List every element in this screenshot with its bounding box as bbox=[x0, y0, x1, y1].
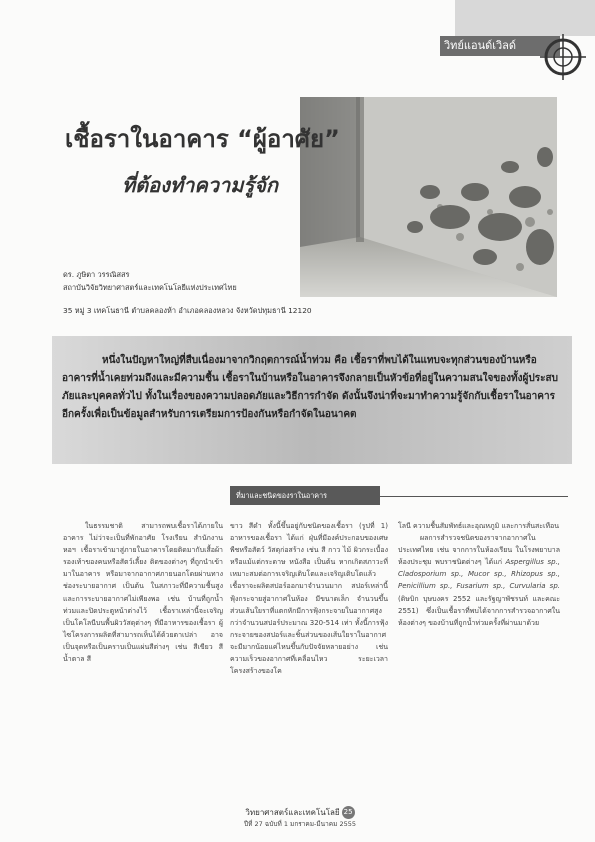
footer-journal bbox=[210, 806, 390, 819]
body-paragraph bbox=[398, 532, 560, 629]
header-bar bbox=[455, 0, 595, 36]
page-title: เชื้อราในอาคาร “ผู้อาศัย” bbox=[65, 125, 340, 153]
body-paragraph: โลนี ความชื้นสัมพัทธ์และอุณหภูมิ และการสั่นสะเทือน bbox=[398, 522, 560, 530]
intro-text: หนึ่งในปัญหาใหญ่ที่สืบเนื่องมาจากวิกฤตการณ์น้ำท่วม คือ เชื้อราที่พบได้ในแทบจะทุกส่วนของบ้านหรืออาคารที่น้ำเคยท่วมถึงและมีความชื้น เชื้อราในบ้านหรือในอาคารจึงกลายเป็นหัวข้อที่อยู่ในความสนใจของทั้งผู้ประสบภัยและบุคคลทั่วไป ทั้งในเรื่องของความปลอดภัยและวิธีการกำจัด ดังนั้นจึงน่าที่จะมาทำความรู้จักกับเชื้อราในอาคาร อีกครั้งเพื่อเป็นข้อมูลสำหรับการเตรียมการป้องกันหรือกำจัดในอนาคต bbox=[62, 355, 558, 420]
author-name: ดร. ภูษิตา วรรณิสสร bbox=[63, 270, 130, 279]
body-column-1 bbox=[63, 520, 223, 665]
author-organization: สถาบันวิจัยวิทยาศาสตร์และเทคโนโลยีแห่งประเทศไทย bbox=[63, 283, 237, 292]
page-subtitle: ที่ต้องทำความรู้จัก bbox=[122, 173, 278, 197]
section-tag: วิทย์แอนด์เวิลด์ bbox=[444, 39, 517, 52]
page-number: 25 bbox=[342, 806, 355, 819]
crosshair-circle-icon bbox=[540, 34, 586, 80]
journal-name: วิทยาศาสตร์และเทคโนโลยี bbox=[245, 808, 340, 817]
body-paragraph: ในธรรมชาติ สามารถพบเชื้อราได้ภายในอาคาร ไม่ว่าจะเป็นที่พักอาศัย โรงเรียน สำนักงาน หอฯ เชื้อราเข้ามาสู่ภายในอาคารโดยติดมากับเสื้อผ้า รองเท้าของคนหรือสัตว์เลี้ยง ติดของต่างๆ ที่ถูกนำเข้ามาในอาคาร หรือมาจากอากาศภายนอกโดยผ่านทางช่องระบายอากาศ เป็นต้น ในสภาวะที่มีความชื้นสูงและการระบายอากาศไม่เพียงพอ เช่น บ้านที่ถูกน้ำท่วมและปิดประตูหน้าต่างไว้ เชื้อราเหล่านี้จะเจริญเป็นโคโลนีบนพื้นผิววัสดุต่างๆ ที่มีอาหารของเชื้อรา ผู้ไซโครงการผลิตที่สามารถเห็นได้ด้วยตาเปล่า อาจเป็นจุดหรือเป็นคราบเป็นแผ่นสีต่างๆ เช่น สีเขียว สีน้ำตาล สี bbox=[63, 522, 223, 664]
species-list: Aspergillus sp., Cladosporium sp., Mucor sp., Rhizopus sp., Penicillium sp., Fusarium sp., Curvularia sp. bbox=[398, 558, 560, 591]
body-text: (ดิษบิก บุษบงคร 2552 และรัฐญาพัชรนท์ และคณะ 2551) ซึ่งเป็นเชื้อราที่พบได้จากการสำรวจอากาศในห้องต่างๆ ของบ้านที่ถูกน้ำท่วมครั้งที่ผ่านมาด้วย bbox=[398, 594, 560, 627]
section-heading: ที่มาและชนิดของราในอาคาร bbox=[236, 491, 327, 500]
intro-paragraph bbox=[62, 352, 562, 424]
body-paragraph: ขาว สีดำ ทั้งนี้ขึ้นอยู่กับชนิดของเชื้อรา (รูปที่ 1) อาหารของเชื้อรา ได้แก่ ฝุ่นที่มีองค์ประกอบของเศษพืชหรือสัตว์ วัสดุก่อสร้าง เช่น สี กาว ไม้ ผิวกระเบื้อง หรือแม้แต่กระดาษ หนังสือ เป็นต้น หากเกิดสภาวะที่เหมาะสมต่อการเจริญเติบโตและเจริญเติบโตแล้ว เชื้อราจะผลิตสปอร์ออกมาจำนวนมาก สปอร์เหล่านี้ฟุ้งกระจายสู่อากาศในห้อง มีขนาดเล็ก จำนวนขึ้นส่วนเส้นใยราที่แตกหักมีการฟุ้งกระจายในอากาศสูงกว่าจำนวนสปอร์ประมาณ 320-514 เท่า ทั้งนี้การฟุ้งกระจายของสปอร์และชิ้นส่วนของเส้นใยราในอากาศจะมีมากน้อยแค่ไหนขึ้นกับปัจจัยหลายอย่าง เช่น ความเร็วของอากาศที่เคลื่อนไหว ระยะเวลา โครงสร้างของโค bbox=[230, 522, 388, 676]
footer-issue: ปีที่ 27 ฉบับที่ 1 มกราคม-มีนาคม 2555 bbox=[243, 820, 356, 828]
author-address: 35 หมู่ 3 เทคโนธานี ตำบลคลองห้า อำเภอคลองหลวง จังหวัดปทุมธานี 12120 bbox=[63, 306, 312, 315]
body-column-3 bbox=[398, 520, 560, 629]
body-column-2 bbox=[230, 520, 388, 677]
body-text: ผลการสำรวจชนิดของราจากอากาศในประเทศไทย เช่น จากการในห้องเรียน ในโรงพยาบาล ห้องประชุม พบราชนิดต่างๆ ได้แก่ bbox=[398, 534, 560, 567]
